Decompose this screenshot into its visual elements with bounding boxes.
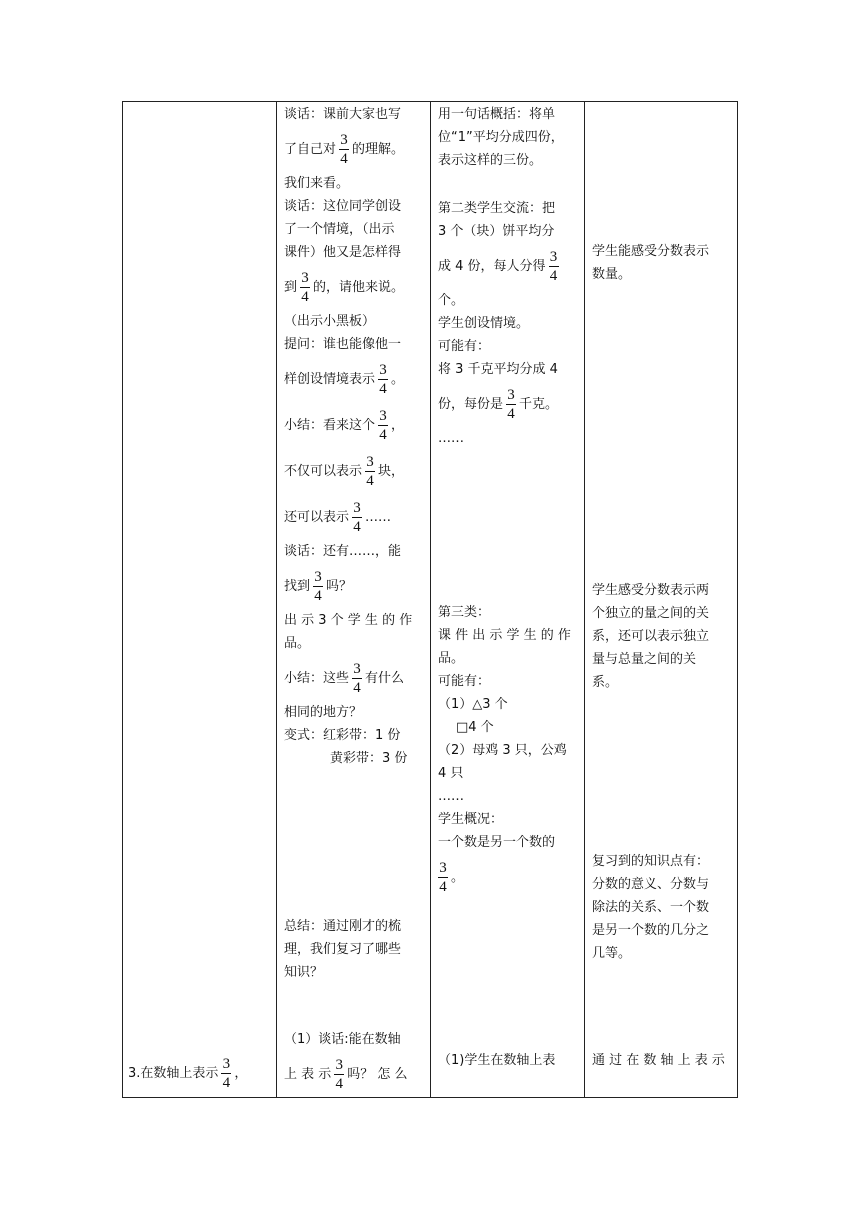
fraction-three-quarters: $\frac{3}{4}$	[353, 499, 361, 535]
table-border-bottom	[122, 1097, 738, 1098]
text-line: 用一句话概括：将单	[438, 107, 556, 122]
text-line	[284, 494, 412, 540]
text-line	[284, 1051, 408, 1097]
text-line: （2）母鸡 3 只，公鸡	[438, 743, 567, 758]
text-line	[438, 854, 571, 900]
fraction-three-quarters: $\frac{3}{4}$	[379, 361, 387, 397]
text-line: 分数的意义、分数与	[592, 877, 710, 892]
fraction-three-quarters: $\frac{3}{4}$	[439, 859, 447, 895]
table-border-right	[737, 101, 738, 1098]
text-line: 个。	[438, 293, 465, 308]
text-line: 出 示 3 个 学 生 的 作	[284, 613, 413, 628]
text-span: ，	[391, 417, 405, 433]
student-block-4	[438, 1049, 555, 1072]
table-border-top	[122, 101, 738, 102]
text-line: 第二类学生交流：把	[438, 201, 556, 216]
text-line: 通 过 在 数 轴 上 表 示	[592, 1053, 725, 1068]
text-span: 到	[284, 279, 298, 295]
text-line: 知识？	[284, 965, 324, 980]
fraction-three-quarters: $\frac{3}{4}$	[335, 1056, 344, 1092]
text-line: 学生概况：	[438, 812, 504, 827]
text-line: 可能有：	[438, 339, 491, 354]
teacher-block-1	[284, 103, 412, 770]
student-block-2	[438, 197, 562, 450]
text-line: 学生创设情境。	[438, 316, 530, 331]
text-line: 3 个（块）饼平均分	[438, 224, 555, 239]
fraction-three-quarters: $\frac{3}{4}$	[366, 453, 374, 489]
text-span: 还可以表示	[284, 509, 350, 525]
text-line: 一个数是另一个数的	[438, 835, 556, 850]
text-line: （1)学生在数轴上表	[438, 1053, 556, 1068]
step-3-block	[128, 1050, 278, 1096]
text-span: 成 4 份，每人分得	[438, 258, 546, 274]
text-line: □4 个	[456, 720, 494, 735]
text-line: 黄彩带：3 份	[330, 751, 408, 766]
intent-block-1	[592, 240, 709, 286]
student-block-3	[438, 601, 571, 900]
text-line: （1）谈话:能在数轴	[284, 1032, 401, 1047]
text-line: 学生能感受分数表示	[592, 244, 710, 259]
text-line: （出示小黑板）	[284, 314, 376, 329]
text-line: 谈话：这位同学创设	[284, 199, 402, 214]
student-block-1	[438, 103, 564, 172]
text-line: 系。	[592, 675, 619, 690]
fraction-three-quarters: $\frac{3}{4}$	[314, 568, 322, 604]
text-line: 量与总量之间的关	[592, 652, 697, 667]
intent-block-2	[592, 579, 709, 694]
text-line: 变式：红彩带：1 份	[284, 728, 401, 743]
text-line: 了一个情境，（出示	[284, 222, 395, 237]
column-divider-3	[584, 101, 585, 1098]
text-line	[438, 381, 562, 427]
text-span: 。	[391, 371, 405, 387]
teacher-numberline-block	[284, 1028, 408, 1097]
text-span: 了自己对	[284, 141, 337, 157]
text-span: 有什么	[365, 670, 405, 686]
fraction-three-quarters: $\frac{3}{4}$	[379, 407, 387, 443]
intent-block-4	[592, 1049, 725, 1072]
text-span: 吗？	[326, 578, 353, 594]
text-span: 吗？ 怎 么	[347, 1066, 408, 1082]
text-line	[284, 356, 412, 402]
text-line: 品。	[438, 651, 465, 666]
text-line	[284, 126, 412, 172]
text-line: 课 件 出 示 学 生 的 作	[438, 628, 571, 643]
text-span: 样创设情境表示	[284, 371, 376, 387]
text-line: 总结：通过刚才的梳	[284, 919, 402, 934]
column-divider-1	[276, 101, 277, 1098]
text-span: 不仅可以表示	[284, 463, 363, 479]
text-line: 位“1”平均分成四份，	[438, 130, 564, 145]
text-line: 学生感受分数表示两	[592, 583, 710, 598]
text-span: ……	[365, 509, 392, 525]
fraction-three-quarters: $\frac{3}{4}$	[507, 386, 515, 422]
text-line: 谈话：课前大家也写	[284, 107, 402, 122]
text-line: （1）△3 个	[438, 697, 508, 712]
text-line: 个独立的量之间的关	[592, 606, 710, 621]
text-line: 几等。	[592, 946, 632, 961]
text-span: 份，每份是	[438, 396, 504, 412]
text-line: 4 只	[438, 766, 464, 781]
fraction-three-quarters: $\frac{3}{4}$	[549, 248, 558, 284]
text-line: 相同的地方？	[284, 705, 363, 720]
text-line	[284, 402, 412, 448]
column-divider-2	[430, 101, 431, 1098]
text-line: ……	[438, 431, 464, 446]
text-line	[284, 655, 412, 701]
text-line	[284, 264, 412, 310]
fraction-three-quarters: $\frac{3}{4}$	[222, 1055, 231, 1091]
text-line	[438, 243, 562, 289]
text-span: 找到	[284, 578, 311, 594]
text-span: 的，请他来说。	[313, 279, 405, 295]
text-line: 表示这样的三份。	[438, 153, 543, 168]
intent-block-3	[592, 850, 709, 965]
text-line: 是另一个数的几分之	[592, 923, 710, 938]
text-line: 提问：谁也能像他一	[284, 337, 402, 352]
text-line: 将 3 千克平均分成 4	[438, 362, 558, 377]
text-line	[284, 448, 412, 494]
teacher-summary-block	[284, 915, 401, 984]
fraction-three-quarters: $\frac{3}{4}$	[353, 660, 361, 696]
text-line: 系，还可以表示独立	[592, 629, 710, 644]
text-span: 小结：看来这个	[284, 417, 376, 433]
step-3-label: 3.在数轴上表示	[128, 1065, 219, 1081]
text-line: 数量。	[592, 267, 632, 282]
text-line: 可能有：	[438, 674, 491, 689]
step-3-suffix: ，	[234, 1065, 248, 1081]
text-span: 的理解。	[352, 141, 405, 157]
table-border-left	[122, 101, 123, 1098]
text-span: 块，	[378, 463, 405, 479]
text-line: 除法的关系、一个数	[592, 900, 710, 915]
text-span: 千克。	[519, 396, 559, 412]
fraction-three-quarters: $\frac{3}{4}$	[340, 131, 348, 167]
text-line: ……	[438, 789, 464, 804]
text-span: 小结：这些	[284, 670, 350, 686]
text-line	[284, 563, 412, 609]
text-line: 复习到的知识点有：	[592, 854, 710, 869]
text-line: 第三类：	[438, 605, 491, 620]
text-line: 品。	[284, 636, 311, 651]
text-line: 谈话：还有……，能	[284, 544, 402, 559]
fraction-three-quarters: $\frac{3}{4}$	[301, 269, 309, 305]
text-span: 上 表 示	[284, 1066, 332, 1082]
text-line: 理，我们复习了哪些	[284, 942, 402, 957]
text-line: 我们来看。	[284, 176, 350, 191]
text-span: 。	[451, 869, 465, 885]
text-line: 课件）他又是怎样得	[284, 245, 402, 260]
